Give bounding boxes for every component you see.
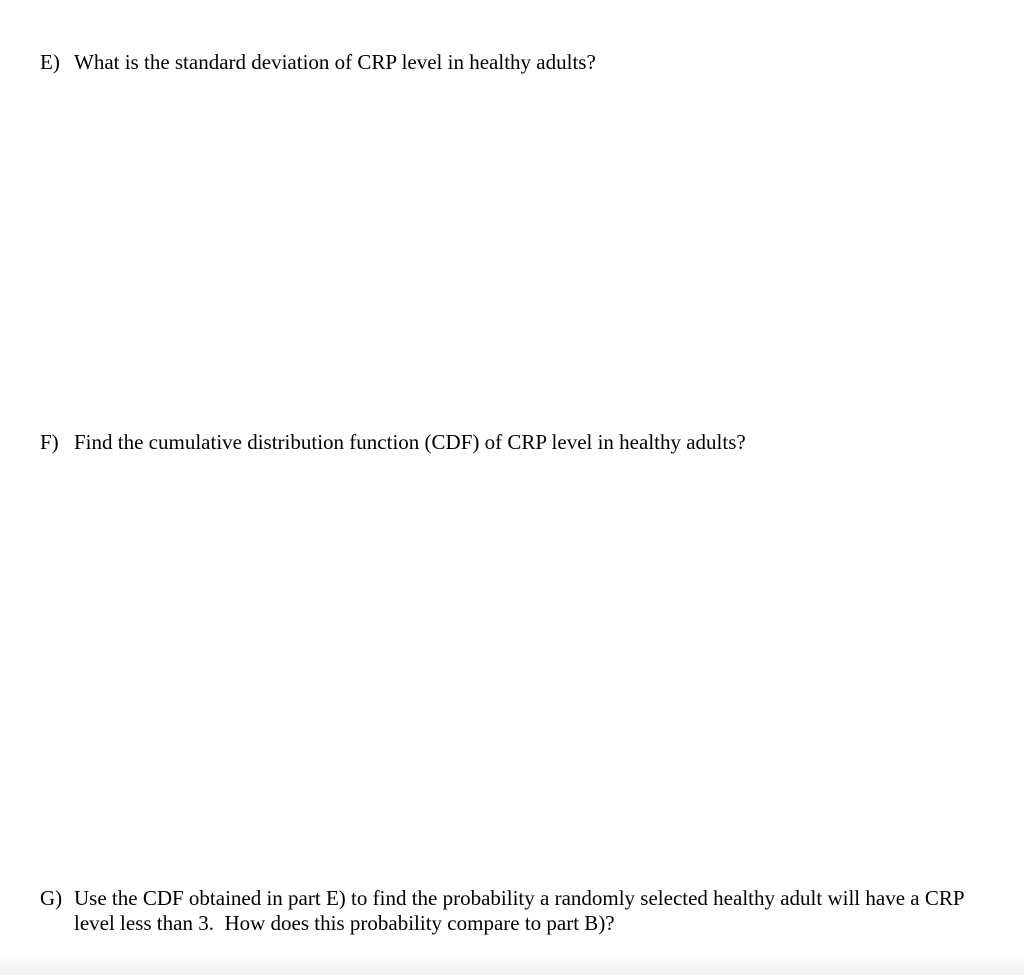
question-e-text: What is the standard deviation of CRP level in healthy adults? <box>74 50 596 74</box>
question-e-label: E) <box>40 50 60 74</box>
question-f-label: F) <box>40 430 59 454</box>
question-g-label: G) <box>40 886 63 910</box>
page-bottom-shade <box>0 953 1024 975</box>
question-g-text: Use the CDF obtained in part E) to find the probability a randomly selected healthy adult will have a CRP level less than 3. How does this probability compare to part B)? <box>74 886 970 935</box>
question-f-text: Find the cumulative distribution function (CDF) of CRP level in healthy adults? <box>74 430 746 454</box>
question-e <box>40 50 980 75</box>
question-f <box>40 430 980 455</box>
question-g <box>40 886 980 936</box>
